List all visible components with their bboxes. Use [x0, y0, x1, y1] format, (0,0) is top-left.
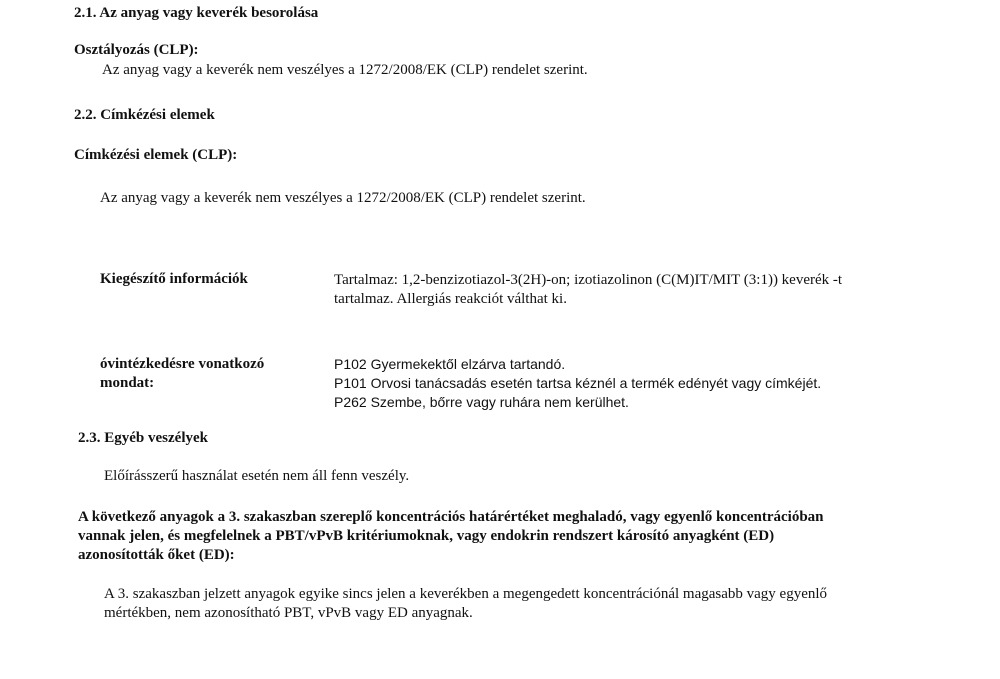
- supplementary-info-text: [334, 271, 842, 309]
- pbt-answer: [104, 585, 827, 623]
- section-2-2-heading: 2.2. Címkézési elemek: [74, 107, 215, 123]
- label-elements-label: Címkézési elemek (CLP):: [74, 147, 238, 163]
- supplementary-line: Tartalmaz: 1,2-benzizotiazol-3(2H)-on; izotiazolinon (C(M)IT/MIT (3:1)) keverék -t: [334, 272, 843, 288]
- section-2-1-heading: 2.1. Az anyag vagy keverék besorolása: [74, 5, 319, 21]
- precautionary-label-line: óvintézkedésre vonatkozó: [100, 356, 265, 372]
- pbt-question-line: vannak jelen, és megfelelnek a PBT/vPvB kritériumoknak, vagy endokrin rendszert károsító anyagként (ED): [78, 528, 775, 544]
- classification-label: Osztályozás (CLP):: [74, 42, 199, 58]
- precautionary-label: [100, 355, 264, 393]
- precautionary-statement: P262 Szembe, bőrre vagy ruhára nem kerülhet.: [334, 394, 629, 410]
- label-elements-text: Az anyag vagy a keverék nem veszélyes a 1272/2008/EK (CLP) rendelet szerint.: [100, 190, 586, 206]
- pbt-question-line: azonosították őket (ED):: [78, 547, 235, 563]
- pbt-answer-line: A 3. szakaszban jelzett anyagok egyike sincs jelen a keverékben a megengedett koncentrációnál magasabb vagy egyenlő: [104, 586, 828, 602]
- pbt-answer-line: mértékben, nem azonosítható PBT, vPvB vagy ED anyagnak.: [104, 605, 473, 621]
- pbt-question: [78, 508, 824, 565]
- classification-text: Az anyag vagy a keverék nem veszélyes a 1272/2008/EK (CLP) rendelet szerint.: [102, 62, 588, 78]
- other-hazards-text: Előírásszerű használat esetén nem áll fenn veszély.: [104, 468, 410, 484]
- pbt-question-line: A következő anyagok a 3. szakaszban szereplő koncentrációs határértéket meghaladó, vagy egyenlő koncentrációban: [78, 509, 824, 525]
- precautionary-statement: P102 Gyermekektől elzárva tartandó.: [334, 356, 566, 372]
- supplementary-line: tartalmaz. Allergiás reakciót válthat ki.: [334, 291, 567, 307]
- precautionary-statement: P101 Orvosi tanácsadás esetén tartsa kéznél a termék edényét vagy címkéjét.: [334, 375, 822, 391]
- section-2-3-heading: 2.3. Egyéb veszélyek: [78, 430, 208, 446]
- supplementary-info-label: Kiegészítő információk: [100, 271, 248, 287]
- precautionary-label-line: mondat:: [100, 375, 155, 391]
- precautionary-statements: [334, 355, 821, 412]
